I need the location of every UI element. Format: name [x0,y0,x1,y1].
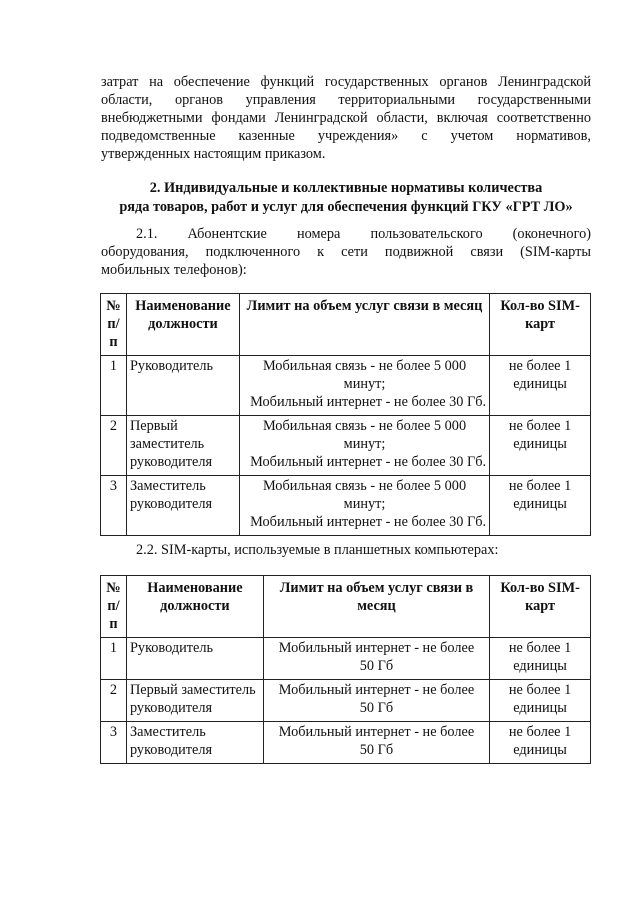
intro-line: области, органов управления территориальными государственными [101,92,591,108]
table-row [101,638,591,680]
header-limit: Лимит на объем услуг связи в месяц [263,576,489,638]
intro-line: подведомственные казенные учреждения» с учетом нормативов, [101,128,591,144]
paragraph-2-1-line: оборудования, подключенного к сети подвижной связи (SIM-карты [101,244,591,260]
mobile-sim-table [100,293,591,536]
row-number: 2 [101,680,127,722]
paragraph-2-1-line: 2.1. Абонентские номера пользовательского (оконечного) [136,226,591,242]
row-position: Заместитель руководителя [126,722,263,764]
row-position: Руководитель [126,638,263,680]
row-sim-count: не более 1 единицы [490,416,591,476]
row-number: 3 [101,476,127,536]
section-heading [101,179,591,217]
row-number: 3 [101,722,127,764]
row-limit: Мобильная связь - не более 5 000 минут; Мобильный интернет - не более 30 Гб. [239,416,489,476]
header-position: Наименование должности [126,294,239,356]
paragraph-2-2: 2.2. SIM-карты, используемые в планшетных компьютерах: [136,542,499,558]
row-position: Первый заместитель руководителя [126,416,239,476]
header-limit: Лимит на объем услуг связи в месяц [239,294,489,356]
row-limit: Мобильная связь - не более 5 000 минут; Мобильный интернет - не более 30 Гб. [239,476,489,536]
row-position: Заместитель руководителя [126,476,239,536]
row-number: 2 [101,416,127,476]
row-sim-count: не более 1 единицы [490,680,591,722]
header-sim-count: Кол-во SIM- карт [490,576,591,638]
row-position: Руководитель [126,356,239,416]
paragraph-2-1-line: мобильных телефонов): [101,262,247,278]
table-row [101,680,591,722]
table-row [101,416,591,476]
intro-line: затрат на обеспечение функций государственных органов Ленинградской [101,74,591,90]
intro-line: внебюджетными фондами Ленинградской области, включая соответственно [101,110,591,126]
row-sim-count: не более 1 единицы [490,356,591,416]
row-sim-count: не более 1 единицы [490,722,591,764]
row-limit: Мобильный интернет - не более 50 Гб [263,680,489,722]
row-number: 1 [101,638,127,680]
table-row [101,356,591,416]
row-number: 1 [101,356,127,416]
table-row [101,476,591,536]
intro-line: утвержденных настоящим приказом. [101,146,326,162]
section-heading-line-2: ряда товаров, работ и услуг для обеспечения функций ГКУ «ГРТ ЛО» [119,199,573,215]
tablet-sim-table [100,575,591,764]
row-sim-count: не более 1 единицы [490,476,591,536]
row-limit: Мобильный интернет - не более 50 Гб [263,722,489,764]
table-header-row [101,576,591,638]
row-position: Первый заместитель руководителя [126,680,263,722]
paragraph-2-1 [101,225,591,279]
intro-paragraph [101,73,591,163]
header-number: № п/п [101,576,127,638]
row-limit: Мобильный интернет - не более 50 Гб [263,638,489,680]
row-limit: Мобильная связь - не более 5 000 минут; Мобильный интернет - не более 30 Гб. [239,356,489,416]
header-number: № п/п [101,294,127,356]
header-sim-count: Кол-во SIM- карт [490,294,591,356]
section-heading-line-1: 2. Индивидуальные и коллективные нормативы количества [149,180,543,196]
row-sim-count: не более 1 единицы [490,638,591,680]
header-position: Наименование должности [126,576,263,638]
table-header-row [101,294,591,356]
table-row [101,722,591,764]
